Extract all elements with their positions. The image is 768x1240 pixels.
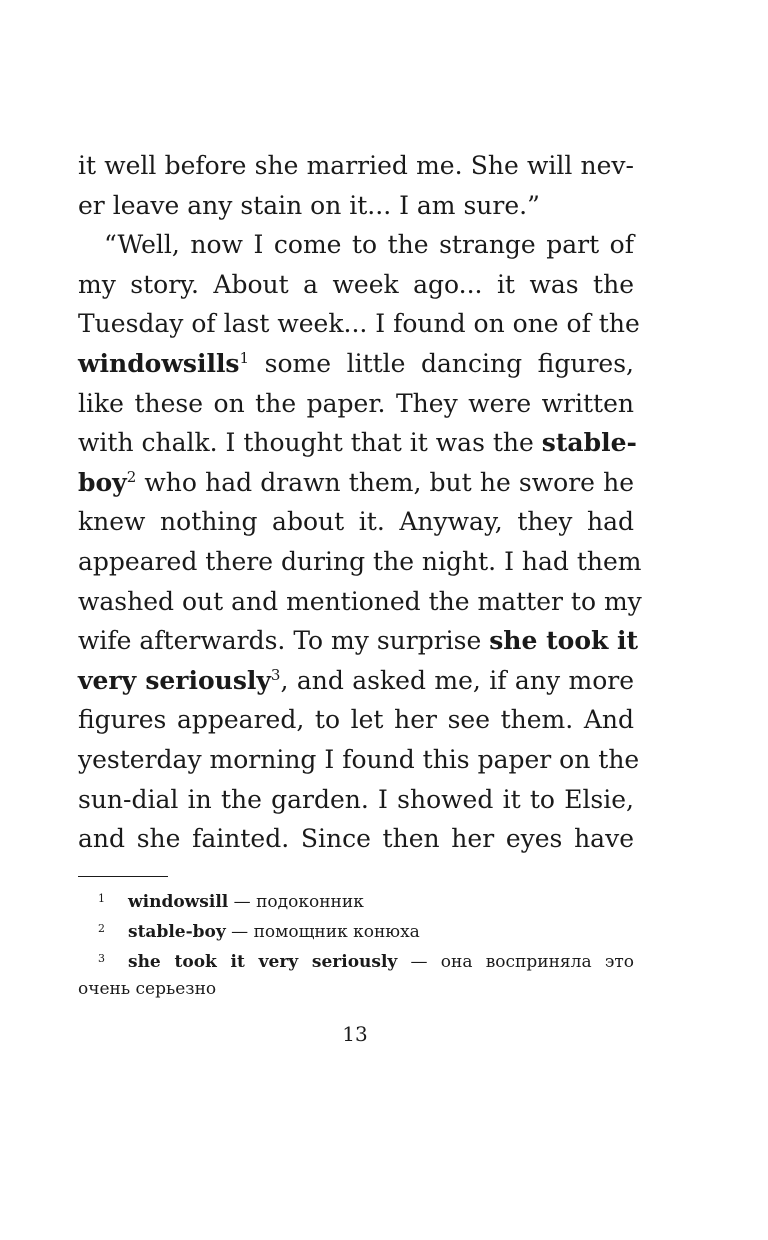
text-line	[78, 304, 640, 344]
footnote-divider	[78, 876, 168, 877]
text-line	[78, 819, 634, 859]
page-number: 13	[342, 1022, 368, 1046]
footnote-number: 3	[98, 952, 105, 965]
text-line	[78, 700, 634, 740]
footnote-term: she took it very seriously	[128, 952, 398, 972]
footnotes	[78, 884, 634, 1004]
text-span: “Well, now I come to the strange part of	[104, 230, 634, 260]
text-span: er leave any stain on it... I am sure.”	[78, 190, 540, 220]
text-line	[78, 542, 642, 582]
footnote-1	[78, 884, 634, 914]
text-line	[78, 265, 634, 305]
text-line	[78, 740, 640, 780]
glossary-term: stable-	[541, 428, 637, 458]
text-line	[78, 423, 637, 463]
footnote-3	[78, 944, 634, 974]
glossary-term: windowsills	[78, 348, 240, 378]
text-span: , and asked me, if any more	[280, 665, 634, 695]
text-span: figures appeared, to let her see them. And	[78, 705, 634, 735]
text-span: and she fainted. Since then her eyes have	[78, 824, 634, 854]
footnote-separator: —	[228, 892, 257, 912]
text-span: Tuesday of last week... I found on one of the	[78, 309, 640, 339]
text-line	[78, 384, 634, 424]
footnote-number: 2	[98, 922, 105, 935]
footnote-gloss: она восприняла это	[440, 952, 634, 972]
footnote-ref: 1	[239, 348, 250, 367]
text-span: with chalk. I thought that it was the	[78, 428, 542, 458]
footnote-gloss: подоконник	[256, 892, 364, 912]
text-span: sun-dial in the garden. I showed it to Elsie,	[78, 784, 634, 814]
text-line	[78, 621, 639, 661]
footnote-separator: —	[225, 922, 254, 942]
text-line	[78, 463, 634, 503]
text-span: yesterday morning I found this paper on the	[78, 744, 640, 774]
text-span: wife afterwards. To my surprise	[78, 626, 490, 656]
text-span: who had drawn them, but he swore he	[136, 467, 634, 497]
footnote-number: 1	[98, 892, 105, 905]
text-span: it well before she married me. She will nev-	[78, 151, 634, 180]
text-line	[78, 146, 634, 186]
footnote-gloss: помощник конюха	[253, 922, 420, 942]
text-span: my story. About a week ago... it was the	[78, 269, 634, 299]
footnote-term: windowsill	[128, 892, 229, 912]
text-span: appeared there during the night. I had them	[78, 546, 642, 576]
text-span: like these on the paper. They were written	[78, 388, 634, 418]
glossary-term: boy	[78, 467, 127, 497]
body-text	[78, 146, 642, 859]
footnote-term: stable-boy	[128, 922, 226, 942]
text-line	[78, 582, 642, 622]
paragraph-start-line	[78, 225, 634, 265]
glossary-term: very seriously	[78, 665, 271, 695]
footnote-2	[78, 914, 634, 944]
text-line	[78, 780, 634, 820]
footnote-separator: —	[397, 952, 441, 972]
glossary-term: she took it	[489, 626, 639, 656]
footnote-ref: 3	[270, 665, 281, 684]
footnote-3-continuation	[78, 974, 634, 1004]
text-line	[78, 186, 634, 226]
text-span: washed out and mentioned the matter to my	[78, 586, 642, 616]
footnote-ref: 2	[126, 467, 137, 486]
text-span: knew nothing about it. Anyway, they had	[78, 507, 634, 537]
footnote-gloss: очень серьезно	[78, 979, 217, 999]
text-span: some little dancing figures,	[249, 348, 634, 378]
text-line	[78, 344, 634, 384]
text-line	[78, 502, 634, 542]
text-line	[78, 661, 634, 701]
